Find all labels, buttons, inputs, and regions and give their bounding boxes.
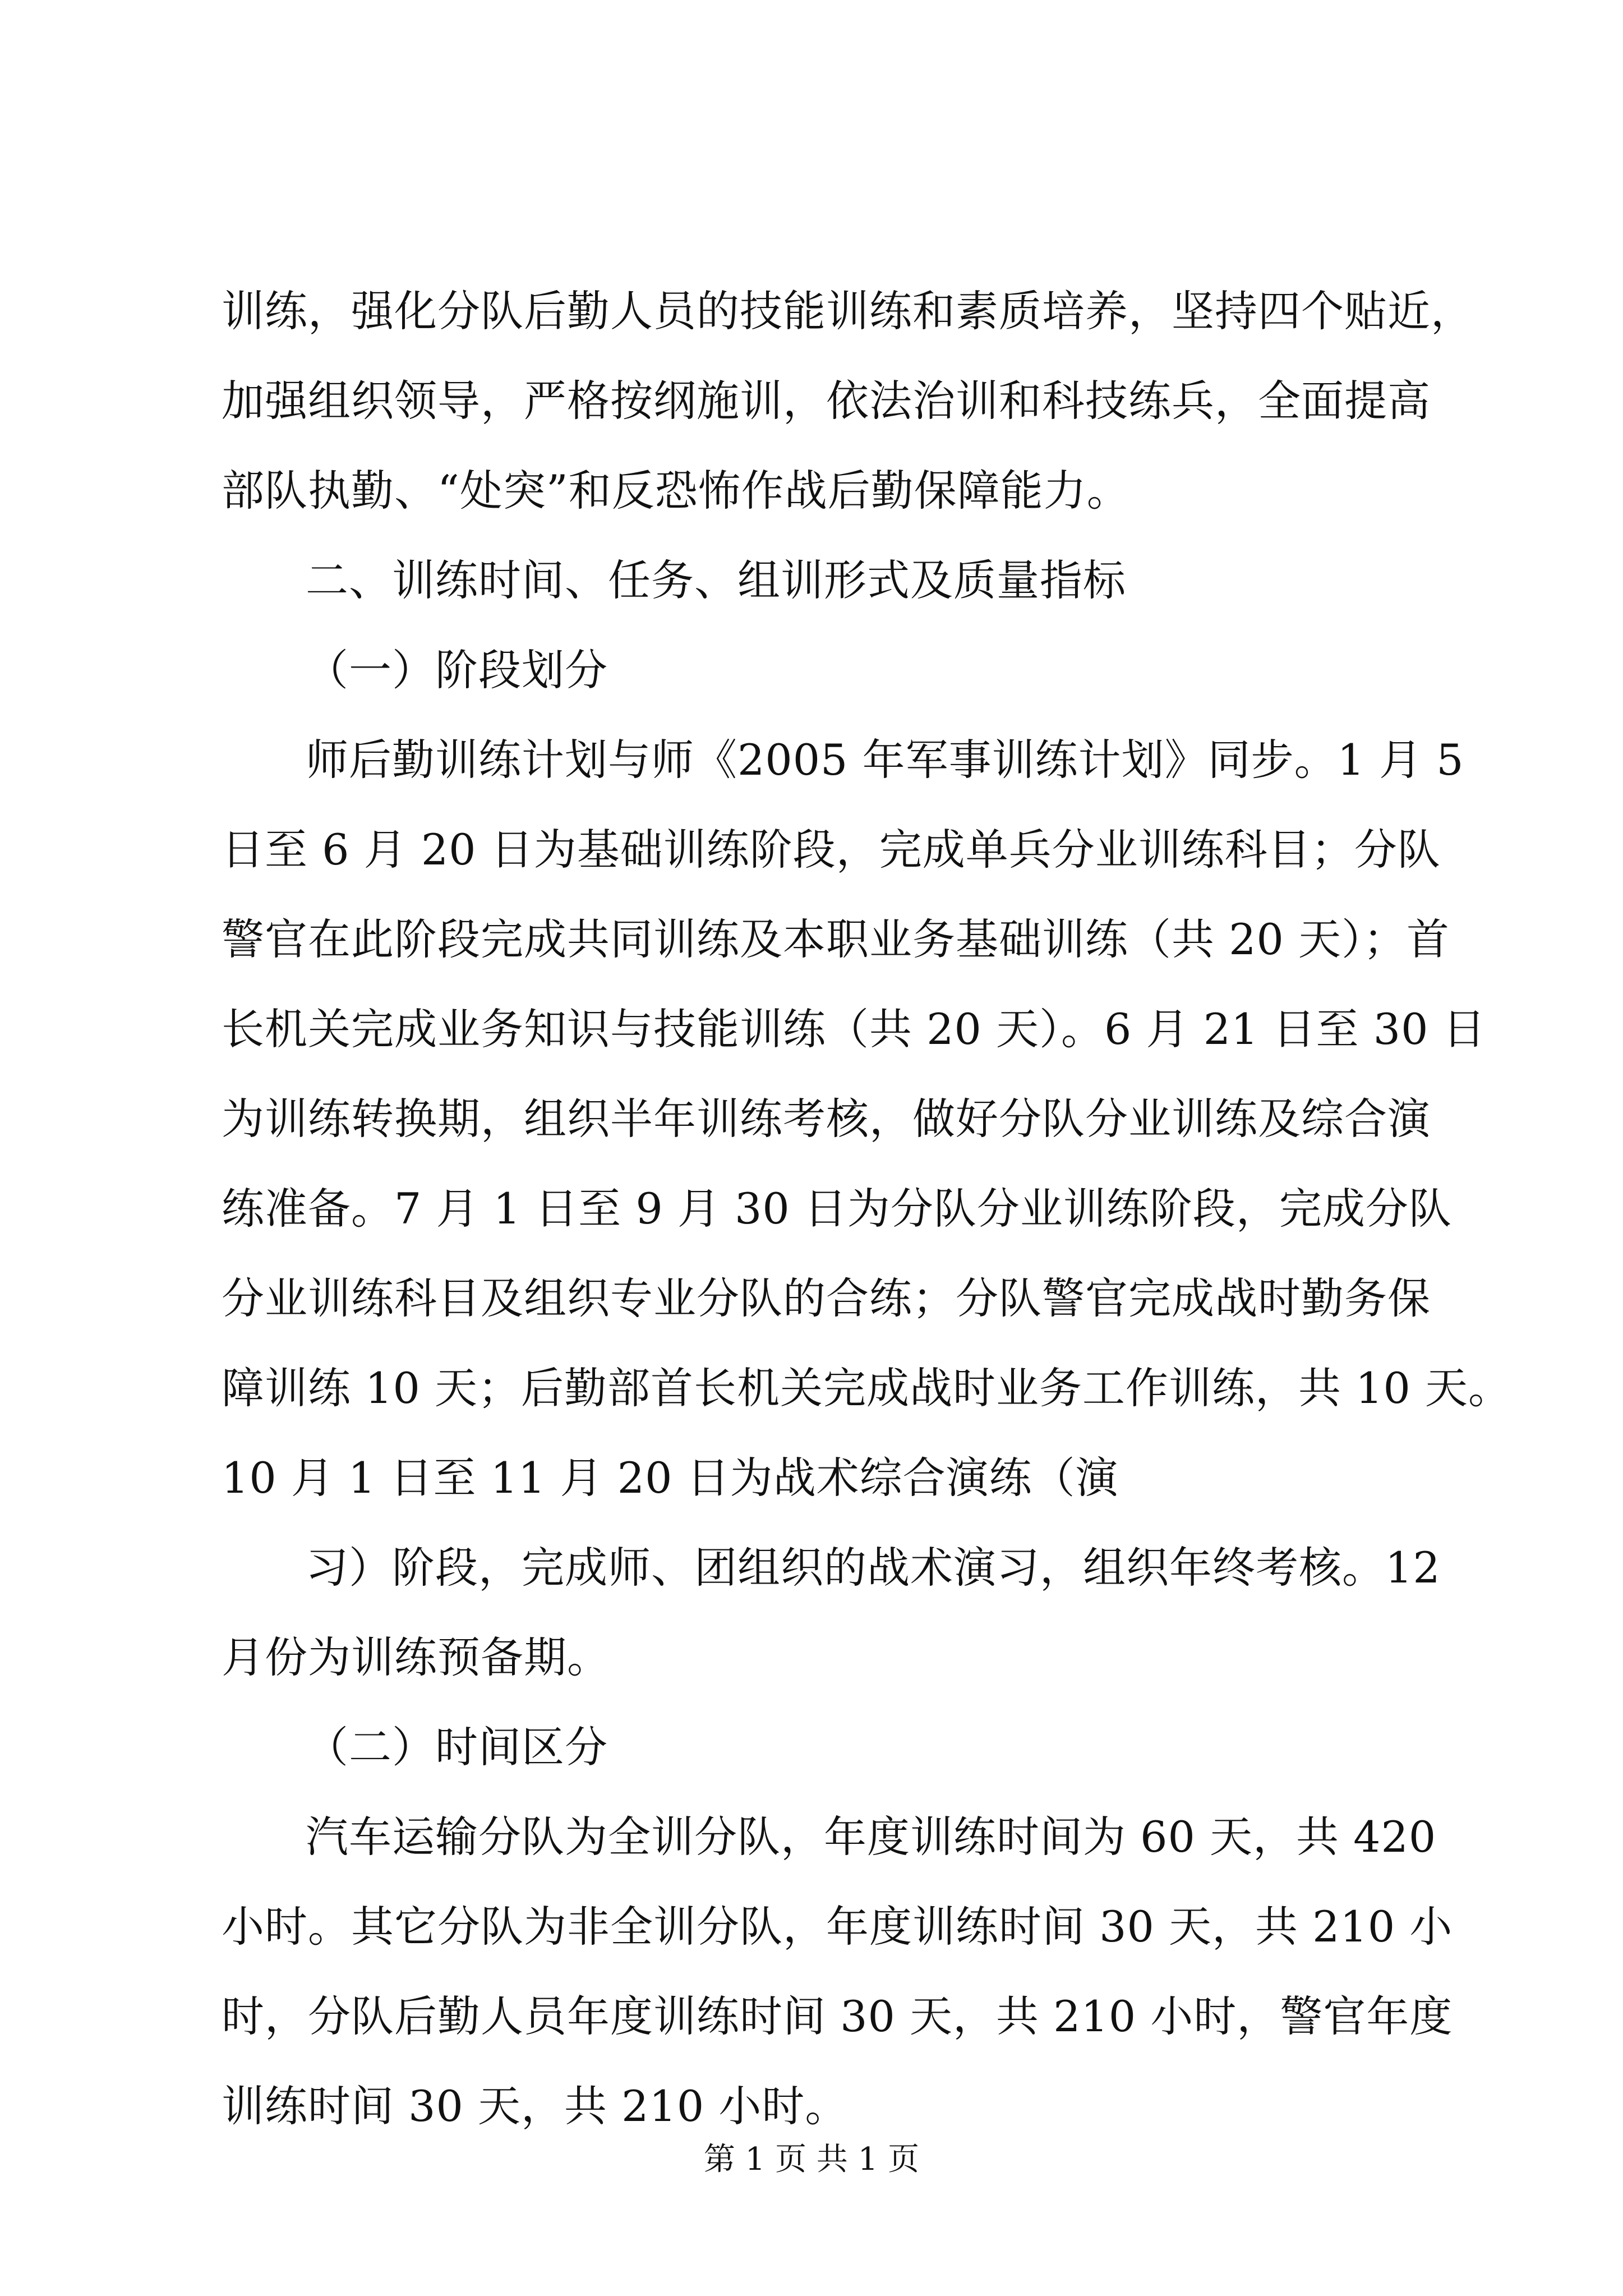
paragraph-line: 训练时间 30 天，共 210 小时。	[222, 2081, 849, 2131]
paragraph-line: 分业训练科目及组织专业分队的合练；分队警官完成战时勤务保	[222, 1273, 1431, 1323]
paragraph-line: 障训练 10 天；后勤部首长机关完成战时业务工作训练，共 10 天。	[222, 1363, 1512, 1413]
section-heading: 二、训练时间、任务、组训形式及质量指标	[306, 555, 1126, 605]
paragraph-line: 加强组织领导，严格按纲施训，依法治训和科技练兵，全面提高	[222, 376, 1431, 426]
paragraph-line: 部队执勤、“处突”和反恐怖作战后勤保障能力。	[222, 466, 1130, 516]
paragraph-line: 师后勤训练计划与师《2005 年军事训练计划》同步。1 月 5	[306, 735, 1464, 785]
paragraph-line: 日至 6 月 20 日为基础训练阶段，完成单兵分业训练科目；分队	[222, 825, 1441, 875]
paragraph-line: 小时。其它分队为非全训分队，年度训练时间 30 天，共 210 小	[222, 1902, 1453, 1952]
paragraph-line: 10 月 1 日至 11 月 20 日为战术综合演练（演	[222, 1453, 1119, 1503]
paragraph-line: 习）阶段，完成师、团组织的战术演习，组织年终考核。12	[306, 1543, 1441, 1593]
subsection-heading: （一）阶段划分	[306, 645, 608, 695]
paragraph-line: 训练，强化分队后勤人员的技能训练和素质培养，坚持四个贴近，	[222, 286, 1474, 336]
paragraph-line: 时，分队后勤人员年度训练时间 30 天，共 210 小时，警官年度	[222, 1991, 1453, 2041]
paragraph-line: 练准备。7 月 1 日至 9 月 30 日为分队分业训练阶段，完成分队	[222, 1184, 1452, 1234]
paragraph-line: 汽车运输分队为全训分队，年度训练时间为 60 天，共 420	[306, 1812, 1437, 1862]
paragraph-line: 为训练转换期，组织半年训练考核，做好分队分业训练及综合演	[222, 1094, 1431, 1144]
page-footer: 第 1 页 共 1 页	[703, 2141, 920, 2178]
subsection-heading: （二）时间区分	[306, 1722, 608, 1772]
paragraph-line: 月份为训练预备期。	[222, 1632, 610, 1682]
paragraph-line: 长机关完成业务知识与技能训练（共 20 天）。6 月 21 日至 30 日	[222, 1004, 1486, 1054]
paragraph-line: 警官在此阶段完成共同训练及本职业务基础训练（共 20 天）；首	[222, 914, 1450, 964]
